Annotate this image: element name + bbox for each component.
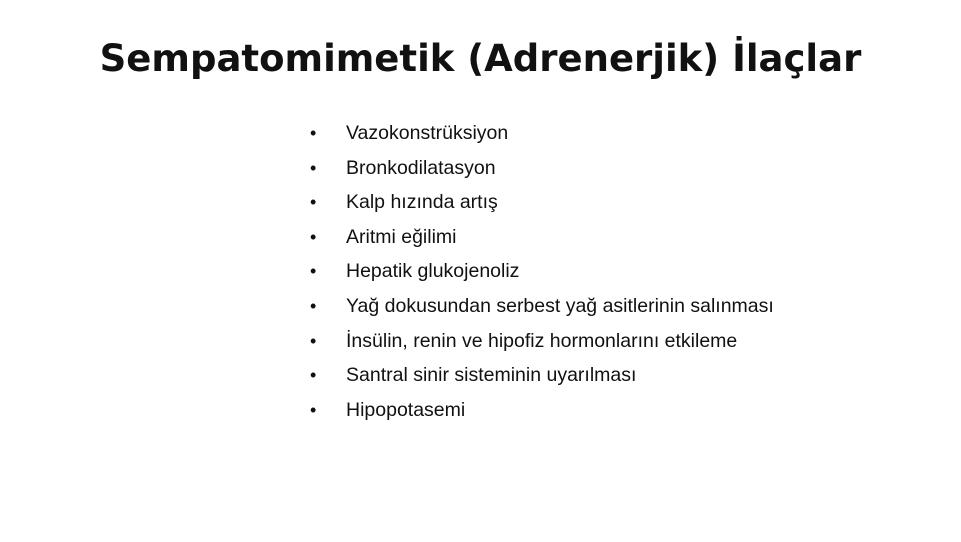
- list-item-text: Santral sinir sisteminin uyarılması: [346, 364, 637, 387]
- bullet-icon: •: [310, 192, 317, 213]
- bullet-icon: •: [310, 261, 317, 282]
- list-item-text: Bronkodilatasyon: [346, 156, 496, 179]
- list-item-text: Vazokonstrüksiyon: [346, 122, 509, 144]
- list-item-text: Hipopotasemi: [346, 398, 466, 421]
- list-item-text: Hepatik glukojenoliz: [346, 260, 520, 283]
- bullet-icon: •: [310, 123, 317, 143]
- bullet-icon: •: [310, 226, 317, 247]
- list-item-text: Yağ dokusundan serbest yağ asitlerinin salınması: [346, 294, 774, 317]
- bullet-icon: •: [310, 365, 317, 386]
- bullet-icon: •: [310, 295, 317, 316]
- bullet-icon: •: [310, 330, 317, 351]
- list-item-text: İnsülin, renin ve hipofiz hormonlarını etkileme: [346, 329, 738, 352]
- list-item-text: Aritmi eğilimi: [346, 225, 457, 248]
- list-item-text: Kalp hızında artış: [346, 191, 498, 214]
- bullet-icon: •: [310, 157, 317, 178]
- slide-title: Sempatomimetik (Adrenerjik) İlaçlar: [99, 37, 862, 80]
- bullet-icon: •: [310, 399, 317, 420]
